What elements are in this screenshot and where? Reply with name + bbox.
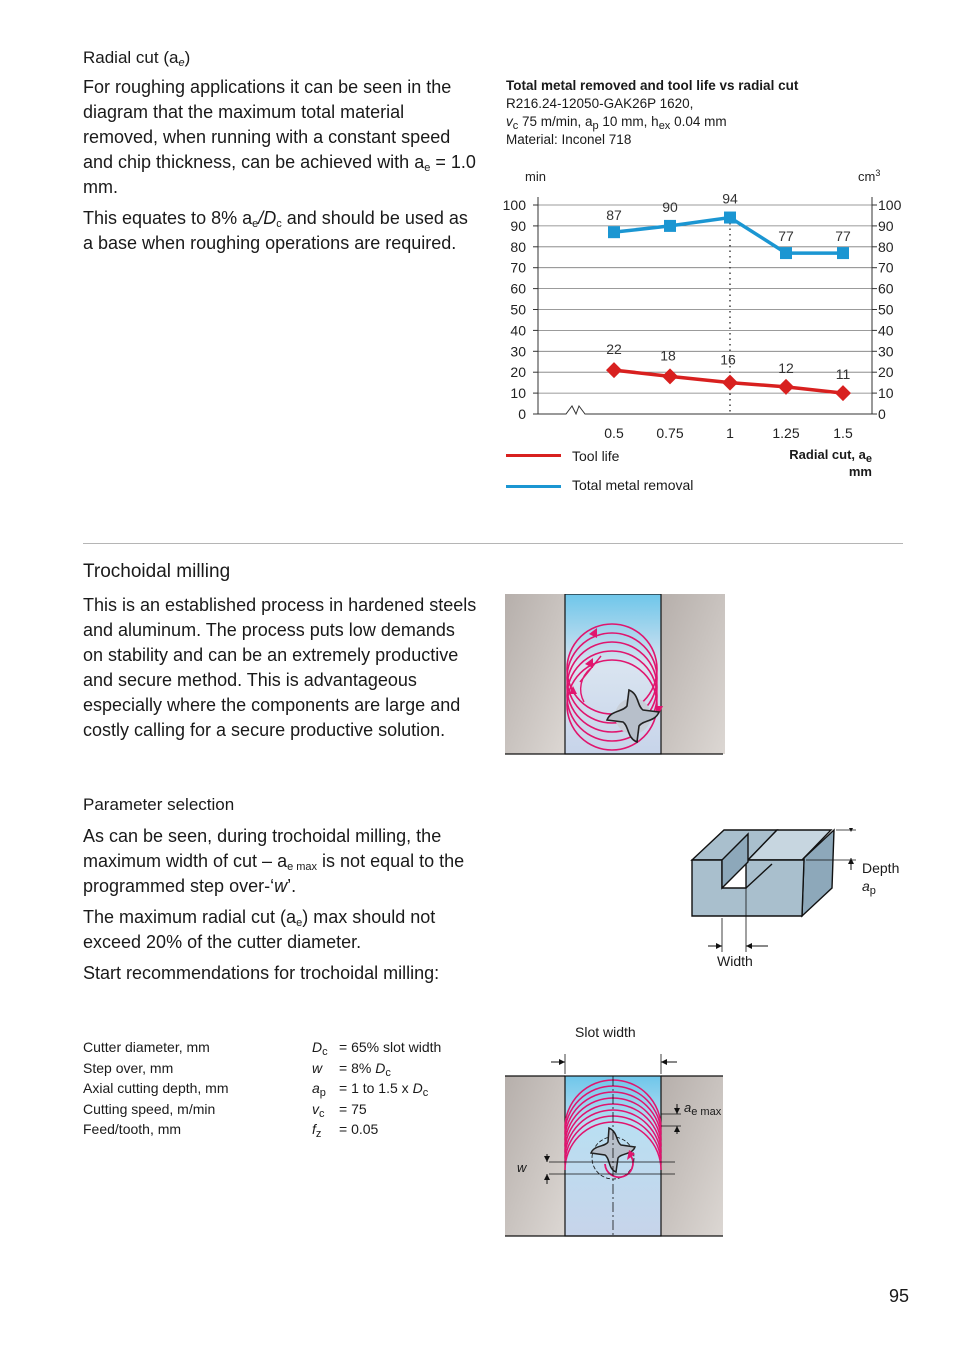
ap-label: $a_p$ [862,878,876,897]
w-label: w [517,1160,527,1175]
legend-label-metal-removal: Total metal removal [572,477,694,493]
parameter-selection-heading: Parameter selection [83,795,235,814]
y-tick-label-left: 80 [510,238,526,255]
y-tick-label-right: 20 [878,364,894,381]
y-tick-label-left: 90 [510,217,526,234]
y-tick-label-right: 0 [878,406,886,422]
y-tick-label-left: 70 [510,259,526,276]
x-axis-with-break [538,406,872,414]
slot-width-label: Slot width [575,1024,636,1040]
metal-removal-point [608,226,620,238]
tool-life-point [722,375,738,391]
ae-max-label: $a_{e max}$ [684,1100,722,1118]
x-tick-label: 1.5 [833,425,853,441]
trochoidal-path-illustration [505,594,725,758]
metal-removal-point [724,212,736,224]
data-label: 11 [835,366,851,383]
data-label: 16 [720,351,736,368]
workpiece-wall-right [661,594,725,754]
table-row: Feed/tooth, mm $f_z$ = 0.05 [83,1121,379,1140]
y-axis-right-label: $cm^3$ [858,168,881,184]
depth-label: Depth [862,860,900,876]
chart-title: Total metal removed and tool life vs radial cut [506,78,799,93]
parameter-table [83,1037,473,1140]
dimension-arrow-icon [716,943,722,949]
tool-life-point [778,379,794,395]
radial-cut-heading: Radial cut $(a_e)$ [83,48,191,69]
legend-label-tool-life: Tool life [572,448,620,464]
data-label: 77 [835,228,851,245]
y-tick-label-right: 30 [878,343,894,360]
table-row: Step over, mm w = 8% $D_c$ [83,1059,391,1079]
y-tick-label-right: 60 [878,280,894,297]
chart-caption-line-2: $v_c$ 75 m/min, $a_p$ 10 mm, $h_{ex}$ 0.04 mm [506,114,727,132]
radial-cut-paragraph-1: For roughing applications it can be seen in the diagram that the maximum total material removed, when running with a constant speed and chip thickness, can be achieved with $a_e = 1.0$ mm. [83,77,476,197]
dimension-arrow-icon [746,943,752,949]
legend-swatch-metal-removal [506,485,561,488]
radial-cut-body [83,75,478,262]
x-tick-label: 1 [726,425,734,441]
table-row: Cutting speed, m/min $v_c$ = 75 [83,1100,367,1120]
table-row: Cutter diameter, mm $D_c$ = 65% slot width [83,1039,442,1058]
radial-cut-paragraph-2: This equates to 8% $a_e/D_c$ and should be used as a base when roughing operations are required. [83,208,468,253]
parameter-selection-body [83,824,478,992]
y-tick-label-right: 10 [878,385,894,402]
page-number: 95 [889,1286,910,1306]
legend-swatch-tool-life [506,454,561,457]
y-tick-label-left: 30 [510,343,526,360]
section-divider [83,543,903,544]
y-tick-label-right: 100 [878,197,902,213]
data-label: 90 [662,198,678,215]
workpiece-block [692,830,834,916]
metal-removal-point [780,247,792,259]
data-label: 87 [606,207,622,224]
x-tick-label: 1.25 [772,425,800,441]
data-label: 12 [778,359,794,376]
workpiece-wall-left [505,594,565,754]
y-tick-label-left: 60 [510,280,526,297]
trochoidal-heading: Trochoidal milling [83,561,231,582]
data-label: 94 [722,190,738,207]
width-label: Width [717,953,753,969]
y-tick-label-right: 80 [878,238,894,255]
metal-removal-point [664,220,676,232]
y-tick-label-right: 50 [878,301,894,318]
y-tick-label-right: 40 [878,322,894,339]
y-tick-label-right: 70 [878,259,894,276]
trochoidal-step-over-illustration [505,1050,733,1242]
trochoidal-body: This is an established process in hardened steels and aluminum. The process puts low demands on stability and can be an extremely productive and secure method. This is advantageous especially where the components are large and costly calling for a secure productive solution. [83,595,477,740]
data-label: 18 [660,347,676,364]
tool-life-point [662,368,678,384]
dimension-arrow-icon [661,1059,667,1065]
param-paragraph-1: As can be seen, during trochoidal milling, the maximum width of cut – $a_{e max}$ is not equal to the programmed step over-‘w’. [83,826,465,896]
slot-depth-width-illustration [688,828,918,973]
x-tick-label: 0.5 [604,425,624,441]
data-label: 77 [778,228,794,245]
y-tick-label-left: 50 [510,301,526,318]
table-row: Axial cutting depth, mm $a_p$ = 1 to 1.5 x $D_c$ [83,1080,429,1099]
chart-caption [506,77,846,149]
tool-life-point [606,362,622,378]
chart-caption-line-3: Material: Inconel 718 [506,132,632,147]
param-paragraph-2: The maximum radial cut $(a_e)$ max should not exceed 20% of the cutter diameter. [83,907,436,952]
y-tick-label-right: 90 [878,217,894,234]
data-label: 22 [606,341,622,358]
y-axis-left-label: min [525,169,546,184]
x-tick-label: 0.75 [656,425,684,441]
param-paragraph-3: Start recommendations for trochoidal milling: [83,963,440,983]
metal-removal-point [837,247,849,259]
workpiece-wall-left [505,1076,565,1236]
y-tick-label-left: 10 [510,385,526,402]
dimension-arrow-icon [559,1059,565,1065]
y-tick-label-left: 40 [510,322,526,339]
y-tick-label-left: 20 [510,364,526,381]
y-tick-label-left: 0 [518,406,526,422]
y-tick-label-left: 100 [502,197,526,213]
x-axis-label: Radial cut, $a_e$ mm [789,447,872,479]
tool-life-point [835,385,851,401]
chart-caption-line-1: R216.24-12050-GAK26P 1620, [506,96,694,111]
